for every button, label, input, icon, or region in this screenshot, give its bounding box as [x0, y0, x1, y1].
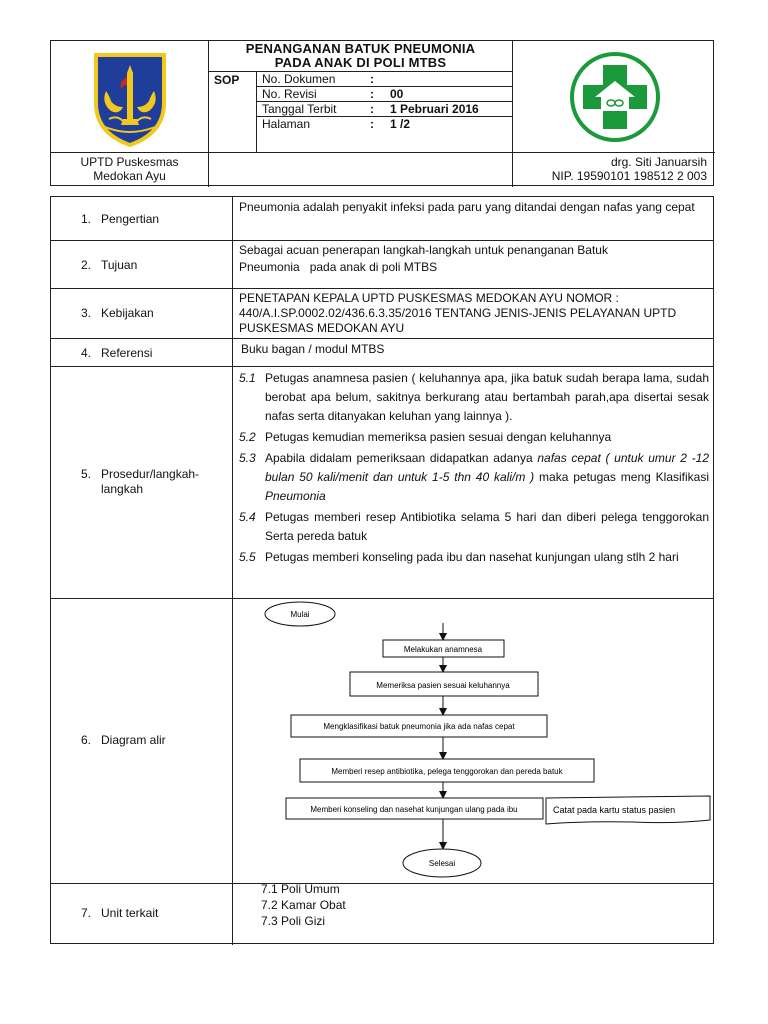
org-line-1: UPTD Puskesmas	[80, 155, 179, 169]
step-number: 5.5	[239, 550, 256, 564]
meta-row-tanggal	[257, 101, 512, 116]
section-kebijakan	[51, 289, 713, 339]
section-number: 6.	[81, 733, 92, 747]
section-title: Pengertian	[101, 212, 160, 226]
pengertian-text: Pneumonia adalah penyakit infeksi pada paru yang ditandai dengan nafas yang cepat	[239, 200, 695, 214]
section-tujuan	[51, 241, 713, 289]
unit-item: 7.1 Poli Umum	[261, 882, 340, 896]
step-text: Petugas memberi resep Antibiotika selama 5 hari dan diberi pelega tenggorokan Serta pereda batuk	[265, 510, 709, 543]
puskesmas-logo-icon	[513, 41, 716, 153]
flow-step-1-label: Melakukan anamnesa	[403, 645, 483, 654]
title-block	[209, 41, 512, 153]
section-label	[51, 884, 233, 945]
meta-key: Tanggal Terbit	[262, 102, 337, 116]
signatory	[512, 153, 715, 187]
section-label	[51, 367, 233, 598]
signatory-name: drg. Siti Januarsih	[610, 155, 707, 169]
meta-key: No. Revisi	[262, 87, 317, 101]
sop-label: SOP	[209, 71, 257, 153]
section-title: Referensi	[101, 346, 153, 360]
section-number: 5.	[81, 467, 92, 481]
unit-item: 7.3 Poli Gizi	[261, 914, 326, 928]
flow-end-label: Selesai	[428, 859, 456, 868]
step-text-italic: Pneumonia	[265, 489, 326, 503]
org-line-2: Medokan Ayu	[93, 169, 166, 183]
meta-colon: :	[370, 72, 374, 86]
meta-value: 1 Pebruari 2016	[390, 102, 479, 116]
section-title	[101, 467, 226, 497]
section-title: Unit terkait	[101, 906, 159, 920]
step-text: Petugas kemudian memeriksa pasien sesuai dengan keluhannya	[265, 430, 612, 444]
section-title: Kebijakan	[101, 306, 154, 320]
meta-row-revisi	[257, 86, 512, 101]
prosedur-step	[239, 369, 709, 426]
title-line-2: PADA ANAK DI POLI MTBS	[274, 55, 447, 70]
section-number: 7.	[81, 906, 92, 920]
flow-start-label: Mulai	[290, 610, 310, 619]
section-title-line-2: langkah	[101, 482, 144, 496]
blank-cell	[209, 153, 512, 187]
right-logo-cell	[512, 41, 715, 153]
signatory-nip: NIP. 19590101 198512 2 003	[551, 169, 707, 183]
referensi-text: Buku bagan / modul MTBS	[241, 342, 385, 356]
step-text: Petugas memberi konseling pada ibu dan nasehat kunjungan ulang stlh 2 hari	[265, 550, 679, 564]
section-pengertian	[51, 197, 713, 241]
meta-value: 00	[390, 87, 404, 101]
meta-value: 1 /2	[390, 117, 411, 131]
step-number: 5.4	[239, 510, 256, 524]
section-prosedur	[51, 367, 713, 599]
section-number: 1.	[81, 212, 92, 226]
sop-content-table	[50, 196, 714, 944]
meta-row-dokumen	[257, 71, 512, 86]
tujuan-line-1: Sebagai acuan penerapan langkah-langkah untuk penanganan Batuk	[239, 243, 608, 257]
section-title-line-1: Prosedur/langkah-	[101, 467, 200, 481]
unit-item: 7.2 Kamar Obat	[261, 898, 346, 912]
step-number: 5.3	[239, 451, 256, 465]
section-label	[51, 197, 233, 240]
section-title: Tujuan	[101, 258, 138, 272]
section-number: 2.	[81, 258, 92, 272]
flow-step-5-label: Memberi konseling dan nasehat kunjungan ulang pada ibu	[310, 805, 518, 814]
organization-name	[51, 153, 209, 187]
prosedur-step	[239, 449, 709, 506]
flow-step-2-label: Memeriksa pasien sesuai keluhannya	[376, 681, 510, 690]
section-label	[51, 241, 233, 288]
meta-colon: :	[370, 87, 374, 101]
step-text: Apabila didalam pemeriksaan didapatkan adanya	[265, 451, 538, 465]
surabaya-crest-icon	[51, 41, 209, 153]
flow-note-label: Catat pada kartu status pasien	[553, 805, 676, 815]
prosedur-step	[239, 508, 709, 546]
step-number: 5.2	[239, 430, 256, 444]
prosedur-steps	[239, 369, 709, 567]
section-label	[51, 599, 233, 883]
meta-key: Halaman	[262, 117, 311, 131]
meta-colon: :	[370, 117, 374, 131]
meta-row-halaman	[257, 116, 512, 153]
step-text: maka petugas meng Klasifikasi	[534, 470, 710, 484]
kebijakan-text: PENETAPAN KEPALA UPTD PUSKESMAS MEDOKAN AYU NOMOR : 440/A.I.SP.0002.02/436.6.3.35/2016 TENTANG JENIS-JENIS PELAYANAN UPTD PUSKESMAS MEDOKAN AYU	[239, 291, 677, 335]
section-label	[51, 339, 233, 366]
prosedur-step	[239, 428, 709, 447]
section-diagram	[51, 599, 713, 884]
sop-header	[50, 40, 714, 186]
document-title	[209, 41, 512, 70]
section-unit-terkait	[51, 884, 713, 945]
step-text-italic: nafas cepat ( untuk umur 2 -12 bulan 50 kali/menit dan untuk 1-5 thn 40 kali/m )	[265, 451, 709, 484]
step-number: 5.1	[239, 371, 256, 385]
title-line-1: PENANGANAN BATUK PNEUMONIA	[245, 41, 476, 56]
tujuan-line-2: Pneumonia pada anak di poli MTBS	[239, 260, 438, 274]
flow-step-3-label: Mengklasifikasi batuk pneumonia jika ada nafas cepat	[323, 722, 515, 731]
meta-colon: :	[370, 102, 374, 116]
flow-step-4-label: Memberi resep antibiotika, pelega tenggorokan dan pereda batuk	[331, 767, 563, 776]
left-logo-cell	[51, 41, 209, 153]
flowchart	[233, 599, 713, 884]
meta-key: No. Dokumen	[262, 72, 336, 86]
section-number: 4.	[81, 346, 92, 360]
section-number: 3.	[81, 306, 92, 320]
section-label	[51, 289, 233, 338]
step-text: Petugas anamnesa pasien ( keluhannya apa, jika batuk sudah berapa lama, sudah berobat apa belum, sakitnya berkurang atau bertambah parah,apa disertai sesak nafas serta ditanyakan keluhan yang lainnya ).	[265, 371, 709, 423]
section-title: Diagram alir	[101, 733, 166, 747]
tujuan-text	[239, 242, 709, 276]
section-referensi	[51, 339, 713, 367]
prosedur-step	[239, 548, 709, 567]
unit-list	[261, 881, 731, 929]
